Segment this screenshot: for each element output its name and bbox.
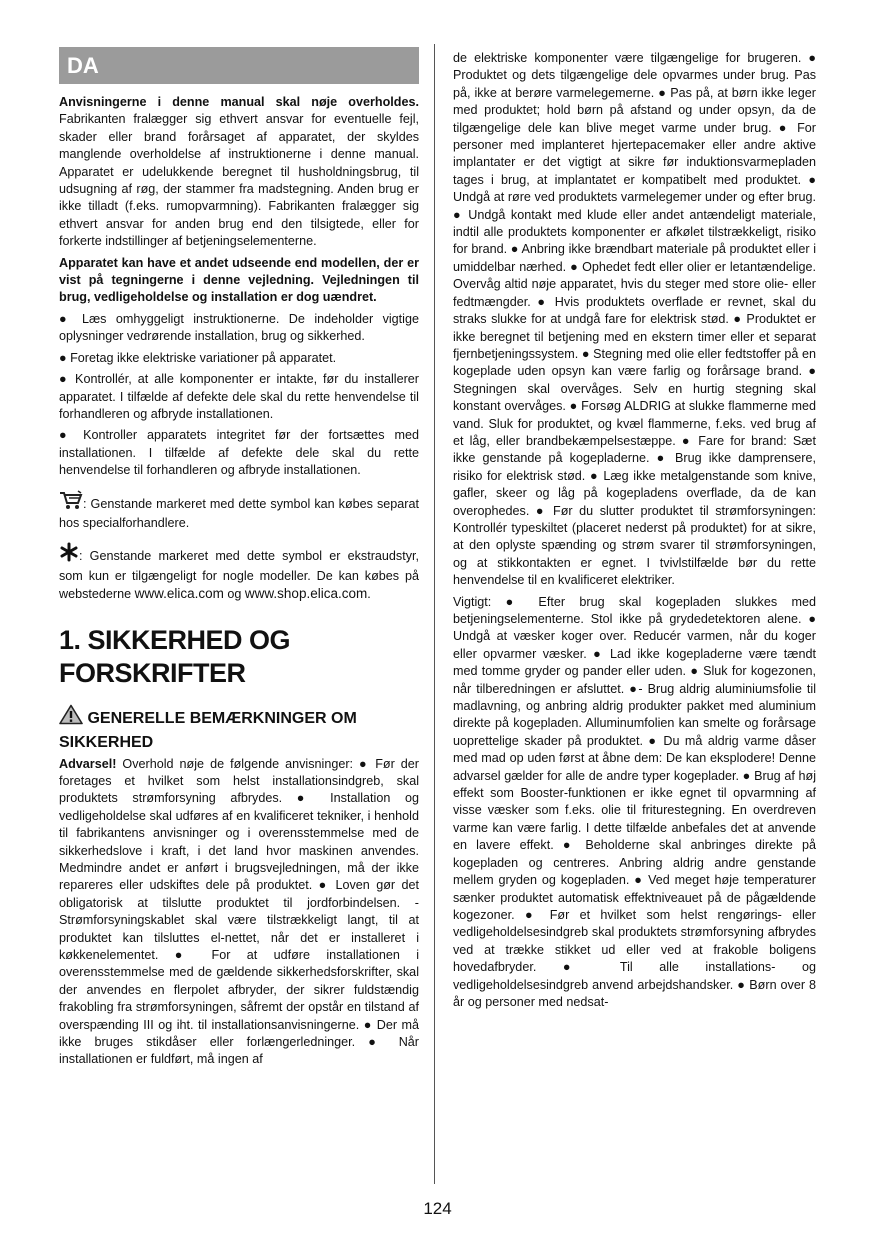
- bullet-read-instructions: ● Læs omhyggeligt instruktionerne. De indeholder vigtige oplysninger vedrørende installation, brug og sikkerhed.: [59, 311, 419, 344]
- warning-paragraph: [59, 756, 419, 1069]
- cart-symbol-note: [59, 490, 419, 533]
- warning-label: Advarsel!: [59, 756, 117, 771]
- warning-triangle-icon: [59, 704, 83, 732]
- column-divider: [434, 44, 435, 1184]
- left-column: [59, 94, 419, 1073]
- subsection-title-text: GENERELLE BEMÆRKNINGER OM SIKKERHED: [59, 709, 357, 751]
- language-header-bar: [59, 47, 419, 84]
- shopping-cart-icon: [59, 490, 83, 515]
- section-title: 1. SIKKERHED OG FORSKRIFTER: [59, 624, 291, 688]
- star-note-text: : Genstande markeret med dette symbol er ekstraudstyr, som kun er tilgængeligt for nogle modeller. De kan købes på webstederne: [59, 549, 419, 602]
- safety-paragraph: de elektriske komponenter være tilgængelige for brugeren. ● Produktet og dets tilgængelige dele opvarmes under brug. Pas på, ikke at berøre varmelegemerne. ● Pas på, at børn ikke leger med produktet; hold børn på afstand og under opsyn, da de tilgængelige dele kan blive meget varme under brug. ● For personer med implanteret hjertepacemaker eller andre aktive implantater er det vigtigt at sikre før induktionsvarmepladen tages i brug, at implantatet er kompatibelt med produktet. ● Undgå at røre ved produktets varmelegemer under og efter brug. ● Undgå kontakt med klude eller andet antændeligt materiale, indtil alle produktets komponenter er afkølet tilstrækkeligt, risiko for brand. ● Anbring ikke brændbart materiale på produktet eller i umiddelbar nærhed. ● Ophedet fedt eller olier er letantændelige. Overvåg altid nøje apparatet, hvis du steger med store olie- eller fedtmængder. ● Hvis produktets overflade er revnet, skal du straks slukke for at undgå fare for elektrisk stød. ● Produktet er ikke beregnet til betjening med en ekstern timer eller et separat fjernbetjeningssystem. ● Stegning med olie eller fedtstoffer på en kogeplade uden opsyn kan være farlig og forårsage brand. ● Stegningen skal overvåges. Selv en hurtig stegning skal konstant overvåges. ● Forsøg ALDRIG at slukke flammerne med vand. Sluk for produktet, og kvæl flammerne, f.eks. ved brug af et låg, eller brandbekæmpelsestæppe. ● Fare for brand: Sæt ikke genstande på kogepladerne. ● Brug ikke damprensere, risiko for elektrisk stød. ● Læg ikke metalgenstande som knive, gafler, skeer og låg på kogepladens overflade, da de kan overophedes. ● Før du slutter produktet til strømforsyningen: Kontrollér typeskiltet (placeret nederst på produktet) for at sikre, at den oplyste spænding og strøm svarer til strømforsyningen, og at stikkontakten er egnet. I tvivlstilfælde bør du rette henvendelse til en kvalificeret elektriker.: [453, 51, 816, 588]
- page-number: 124: [423, 1199, 452, 1218]
- intro-bold: Anvisningerne i denne manual skal nøje overholdes.: [59, 95, 419, 109]
- language-code: DA: [67, 53, 99, 78]
- bullet-no-electrical-changes: ● Foretag ikke elektriske variationer på apparatet.: [59, 350, 337, 365]
- url-period: .: [367, 587, 371, 602]
- intro-text: Fabrikanten fralægger sig ethvert ansvar for eventuelle fejl, skader eller brand forårsaget af apparatet, der skyldes manglende overholdelse af instruktionerne i denne manual. Apparatet er udelukkende beregnet til husholdningsbrug, til udsugning af røg, der stammer fra madstegning. Anden brug er ikke tilladt (f.eks. rumopvarmning). Fabrikanten fralægger sig ethvert ansvar for anden brug end den tilsigtede, eller for forkerte indstillinger af betjeningselementerne.: [59, 112, 419, 249]
- bullet-check-components: ● Kontrollér, at alle komponenter er intakte, før du installerer apparatet. I tilfælde af defekte dele skal du rette henvendelse til forhandleren og afbryde installationen.: [59, 372, 419, 421]
- shop-elica-url[interactable]: www.shop.elica.com: [244, 586, 368, 602]
- elica-url[interactable]: www.elica.com: [134, 586, 224, 602]
- cart-note-text: : Genstande markeret med dette symbol kan købes separat hos specialforhandlere.: [59, 496, 419, 530]
- important-paragraph: Vigtigt: ● Efter brug skal kogepladen slukkes med betjeningselementerne. Stol ikke på grydedetektoren alene. ● Undgå at væsker koger over. Reducér varmen, når du koger eller opvarmer væsker. ● Lad ikke kogepladerne være tændt med tomme gryder og pander eller uden. ● Sluk for kogezonen, når tilberedningen er afsluttet. ●- Brug aldrig aluminiumsfolie til madlavning, og anbring aldrig produkter pakket med aluminium direkte på kogepladen. Alluminumfolien kan smelte og forårsage uoprettelige skader på produktet. ● Du må aldrig varme dåser med mad op uden først at åbne dem: De kan eksplodere! Denne advarsel gælder for alle de andre typer kogeplader. ● Brug af høj effekt som Booster-funktionen er ikke egnet til opvarmning af visse væsker som f.eks. olie til friturestegning. En overdreven varme kan være farlig. I dette tilfælde anbefales det at anvende en lavere effekt. ● Beholderne skal anbringes direkte på kogepladen og centreres. Anbring aldrig andre genstande mellem gryden og kogepladen. ● Ved meget høje temperaturer sænker produktet automatisk effektniveauet på de pågældende kogezoner. ● Før et hvilket som helst rengørings- eller vedligeholdelsesindgreb skal produktets strømforsyning afbrydes ved at trække stikket ud eller ved at frakoble boligens hovedafbryder. ● Til alle installations- og vedligeholdelsesindgreb anvend arbejdshandsker. ● Børn over 8 år og personer med nedsat-: [453, 594, 816, 1009]
- subsection-title: [59, 704, 419, 754]
- bullet-check-integrity: ● Kontroller apparatets integritet før der fortsættes med installationen. I tilfælde af defekte dele skal du rette henvendelse til forhandleren og afbryde installationen.: [59, 428, 419, 478]
- star-symbol-note: [59, 542, 419, 603]
- asterisk-icon: [59, 542, 79, 567]
- intro-paragraph: [59, 94, 419, 251]
- or-text: og: [227, 587, 242, 602]
- appearance-notice: Apparatet kan have et andet udseende end modellen, der er vist på tegningerne i denne vejledning. Vejledningen til brug, vedligeholdelse og installation er dog uændret.: [59, 255, 419, 305]
- right-column: [453, 50, 816, 1015]
- warning-text: Overhold nøje de følgende anvisninger: ● Før der foretages et hvilket som helst installationsindgreb, skal produktets strømforsyning afbrydes. ● Installation og vedligeholdelse skal udføres af en kvalificeret tekniker, i henhold til fabrikantens anvisninger og i overensstemmelse med de sikkerhedslove i kraft, i det land hvor maskinen anvendes. Medmindre andet er anført i brugsvejledningen, må der ikke repareres eller udskiftes dele på produktet. ● Loven gør det obligatorisk at tilslutte produktet til jordforbindelsen. - Strømforsyningskablet skal være tilstrækkeligt langt, til at produktet kan tilsluttes el-nettet, når det er installeret i køkkenelementet. ● For at udføre installationen i overensstemmelse med de gældende sikkerhedsforskrifter, skal der anvendes en flerpolet afbryder, der sikrer fuldstændig frakobling fra strømforsyningen, såfremt der opstår en tilstand af overspænding III og iht. til installationsanvisningerne. ● Der må ikke bruges stikdåser eller forlængerledninger. ● Når installationen er fuldført, må ingen af: [59, 756, 419, 1067]
